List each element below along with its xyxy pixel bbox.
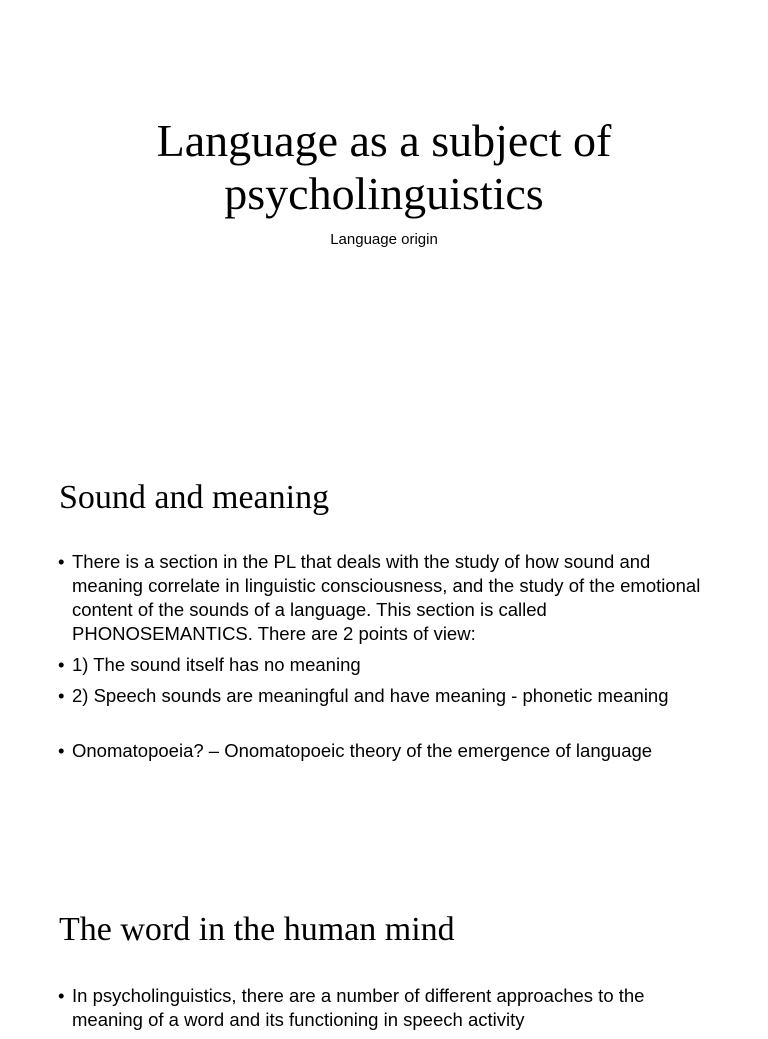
bullet-list <box>58 984 720 1039</box>
title-slide <box>0 0 768 432</box>
sound-and-meaning-slide <box>0 432 768 864</box>
bullet-item: • 1) The sound itself has no meaning <box>58 653 720 677</box>
bullet-list <box>58 550 720 770</box>
slide-heading: Sound and meaning <box>59 479 330 516</box>
slide-heading: The word in the human mind <box>59 911 455 948</box>
slide-title: Language as a subject of psycholinguistics <box>156 115 612 219</box>
bullet-item: • In psycholinguistics, there are a number of different approaches to the meaning of a word and its functioning in speech activity <box>58 984 720 1032</box>
bullet-item: • 2) Speech sounds are meaningful and have meaning - phonetic meaning <box>58 684 720 708</box>
slide-subtitle: Language origin <box>330 231 438 248</box>
bullet-item: • Onomatopoeia? – Onomatopoeic theory of the emergence of language <box>58 739 720 763</box>
bullet-item: • There is a section in the PL that deals with the study of how sound and meaning correlate in linguistic consciousness, and the study of the emotional content of the sounds of a language. This section is called PHONOSEMANTICS. There are 2 points of view: <box>58 550 720 646</box>
word-in-mind-slide <box>0 864 768 1030</box>
